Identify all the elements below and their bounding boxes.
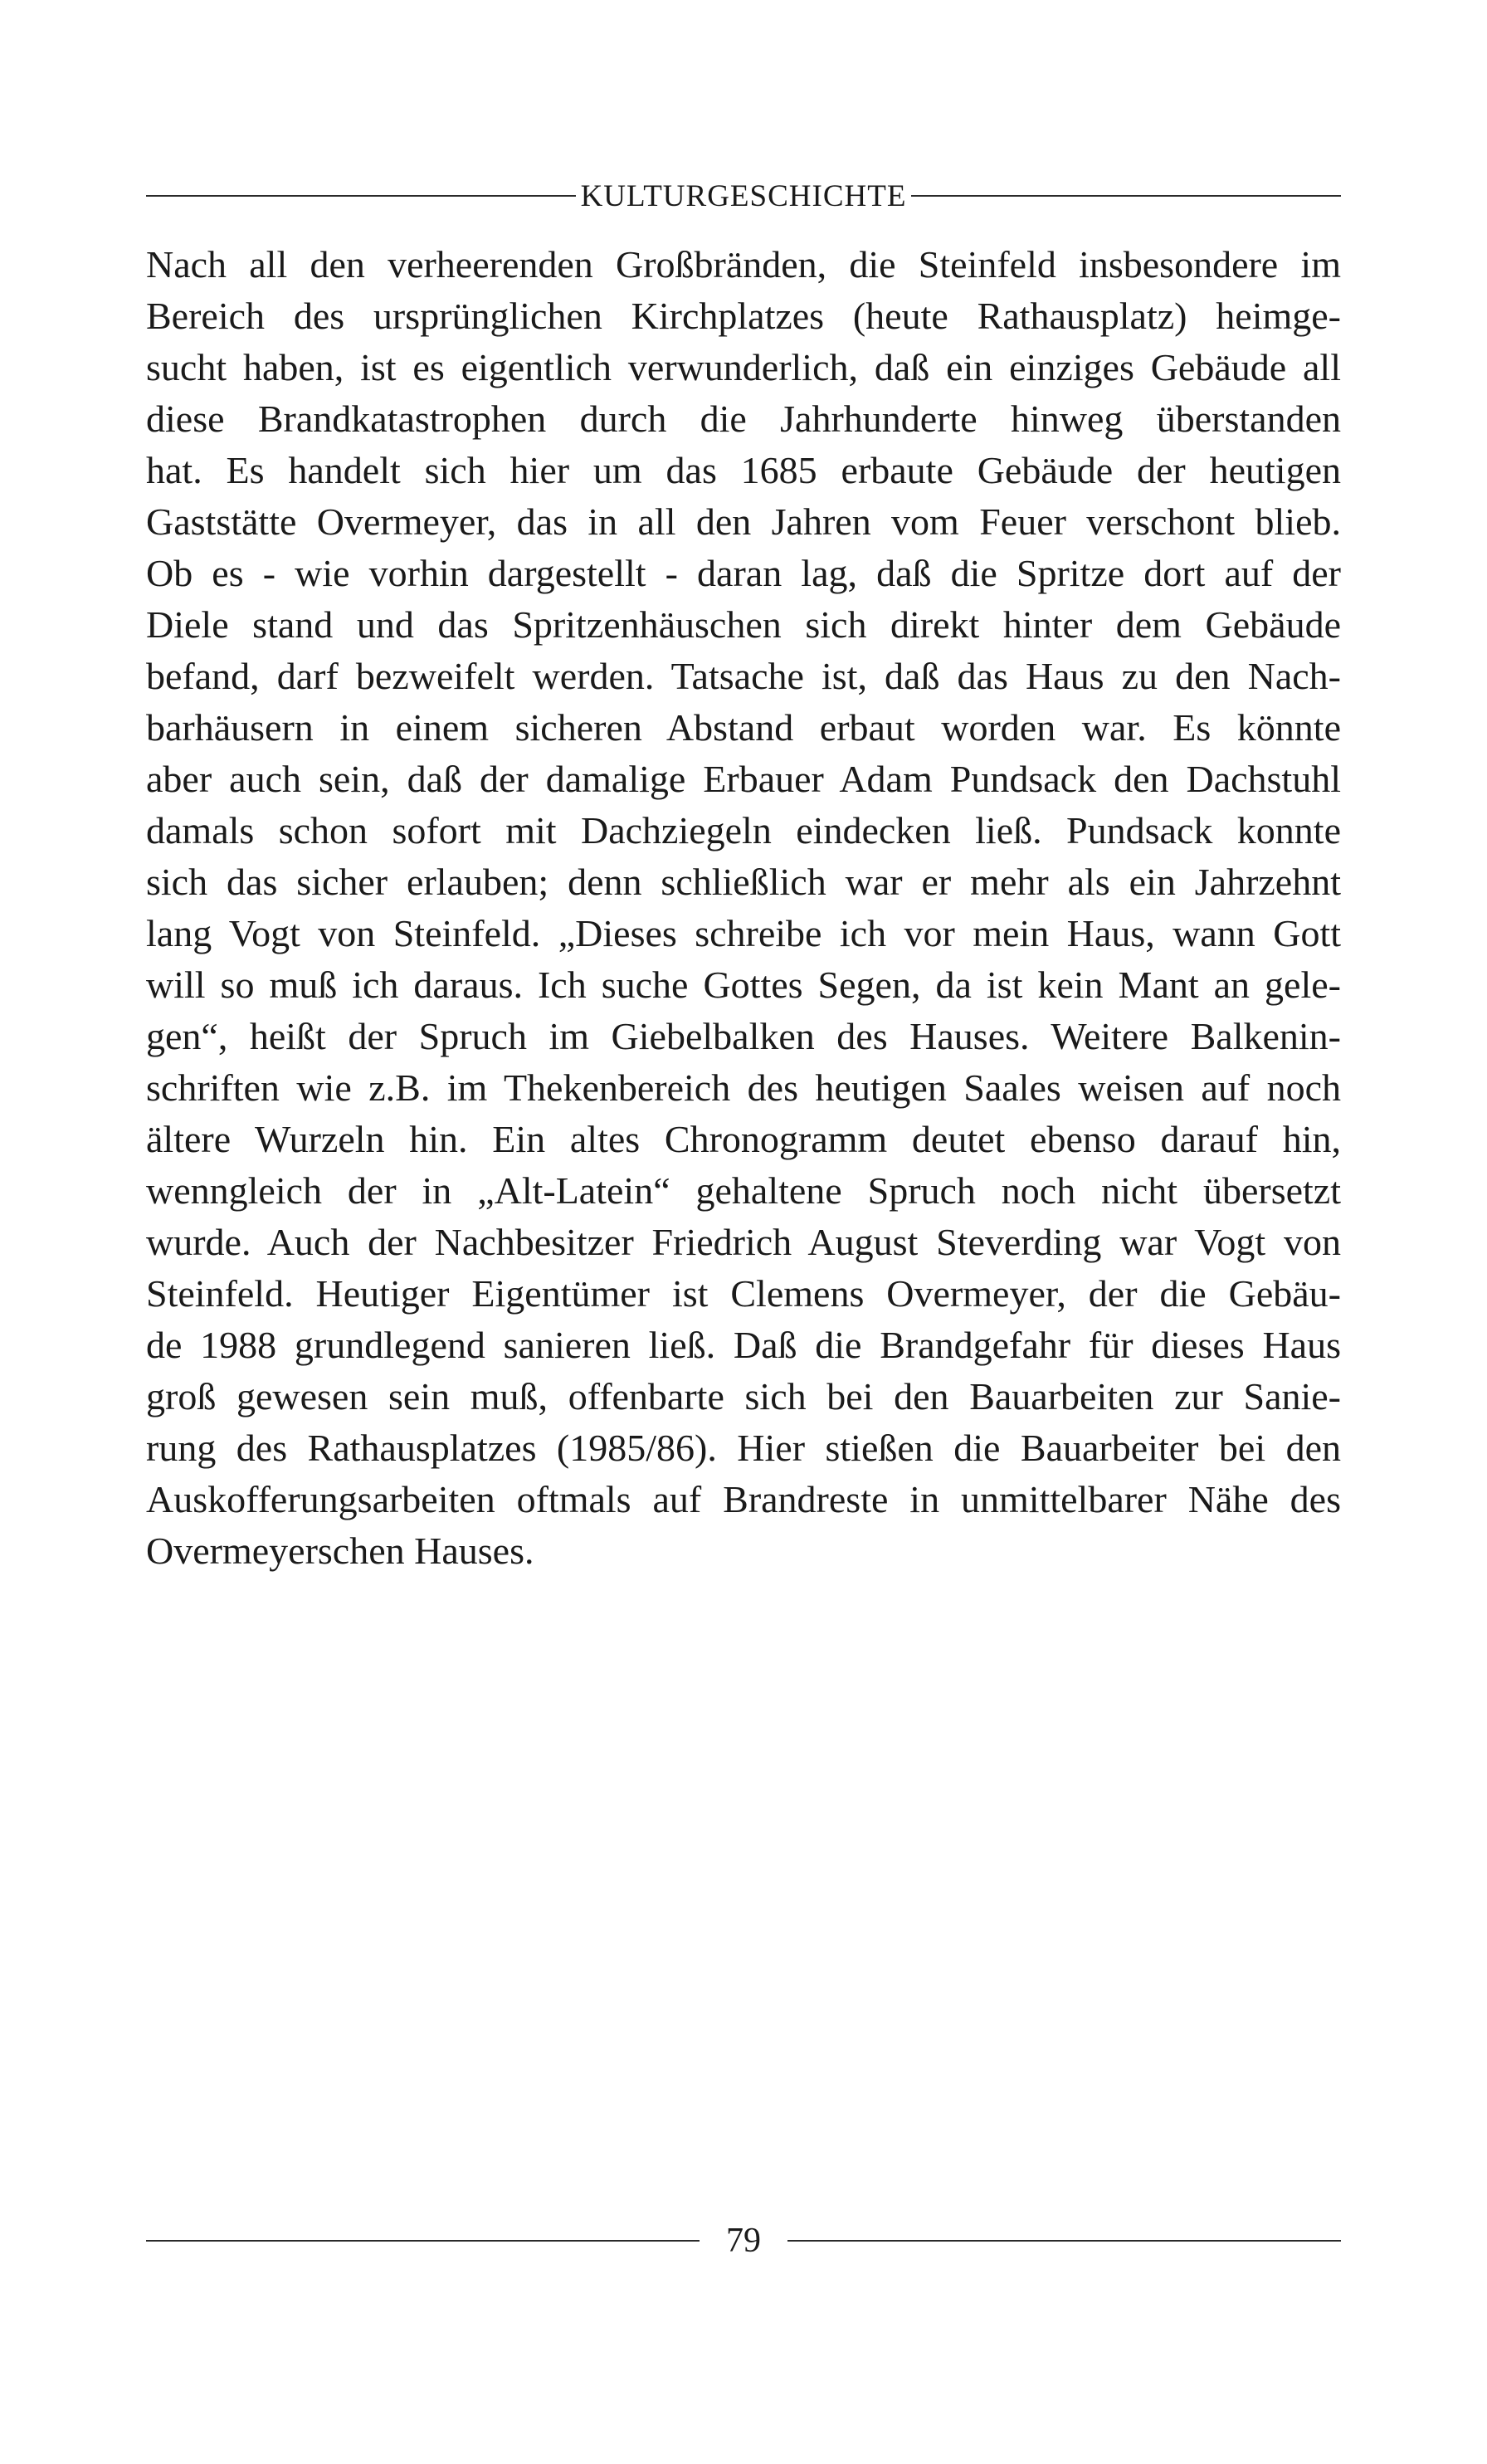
text-line: Ob es - wie vorhin dargestellt - daran lag, daß die Spritze dort auf der — [146, 552, 1341, 594]
text-line: rung des Rathausplatzes (1985/86). Hier stießen die Bauarbeiter bei den — [146, 1427, 1341, 1469]
footer-rule-right — [787, 2240, 1341, 2242]
text-line: will so muß ich daraus. Ich suche Gottes Segen, da ist kein Mant an gele- — [146, 964, 1341, 1006]
text-line: Diele stand und das Spritzenhäuschen sich direkt hinter dem Gebäude — [146, 603, 1341, 646]
text-line: wurde. Auch der Nachbesitzer Friedrich August Steverding war Vogt von — [146, 1221, 1341, 1263]
text-line: Gaststätte Overmeyer, das in all den Jahren vom Feuer verschont blieb. — [146, 500, 1341, 543]
text-line: Nach all den verheerenden Großbränden, die Steinfeld insbesondere im — [146, 243, 1341, 285]
section-title: KULTURGESCHICHTE — [580, 178, 907, 213]
text-line: gen“, heißt der Spruch im Giebelbalken des Hauses. Weitere Balkenin- — [146, 1015, 1341, 1057]
body-paragraph — [146, 239, 1341, 1577]
text-line: groß gewesen sein muß, offenbarte sich bei den Bauarbeiten zur Sanie- — [146, 1375, 1341, 1417]
text-line: barhäusern in einem sicheren Abstand erbaut worden war. Es könnte — [146, 706, 1341, 749]
page-number: 79 — [726, 2222, 761, 2260]
text-line: Overmeyerschen Hauses. — [146, 1530, 534, 1572]
text-line: damals schon sofort mit Dachziegeln eindecken ließ. Pundsack konnte — [146, 809, 1341, 851]
text-line: Bereich des ursprünglichen Kirchplatzes (heute Rathausplatz) heimge- — [146, 295, 1341, 337]
text-line: de 1988 grundlegend sanieren ließ. Daß die Brandgefahr für dieses Haus — [146, 1324, 1341, 1366]
header-rule-left — [146, 195, 576, 197]
text-line: schriften wie z.B. im Thekenbereich des heutigen Saales weisen auf noch — [146, 1066, 1341, 1109]
text-line: ältere Wurzeln hin. Ein altes Chronogramm deutet ebenso darauf hin, — [146, 1118, 1341, 1160]
text-line: diese Brandkatastrophen durch die Jahrhunderte hinweg überstanden — [146, 398, 1341, 440]
text-line: lang Vogt von Steinfeld. „Dieses schreibe ich vor mein Haus, wann Gott — [146, 912, 1341, 954]
running-header — [146, 176, 1341, 216]
header-rule-right — [911, 195, 1341, 197]
footer-rule-left — [146, 2240, 700, 2242]
text-line: Steinfeld. Heutiger Eigentümer ist Clemens Overmeyer, der die Gebäu- — [146, 1272, 1341, 1315]
text-line: aber auch sein, daß der damalige Erbauer Adam Pundsack den Dachstuhl — [146, 758, 1341, 800]
text-line: sich das sicher erlauben; denn schließlich war er mehr als ein Jahrzehnt — [146, 861, 1341, 903]
text-line: sucht haben, ist es eigentlich verwunderlich, daß ein einziges Gebäude all — [146, 346, 1341, 388]
running-footer — [146, 2216, 1341, 2266]
text-line: wenngleich der in „Alt-Latein“ gehaltene Spruch noch nicht übersetzt — [146, 1169, 1341, 1212]
text-line: befand, darf bezweifelt werden. Tatsache ist, daß das Haus zu den Nach- — [146, 655, 1341, 697]
text-line: Auskofferungsarbeiten oftmals auf Brandreste in unmittelbarer Nähe des — [146, 1478, 1341, 1520]
text-line: hat. Es handelt sich hier um das 1685 erbaute Gebäude der heutigen — [146, 449, 1341, 491]
